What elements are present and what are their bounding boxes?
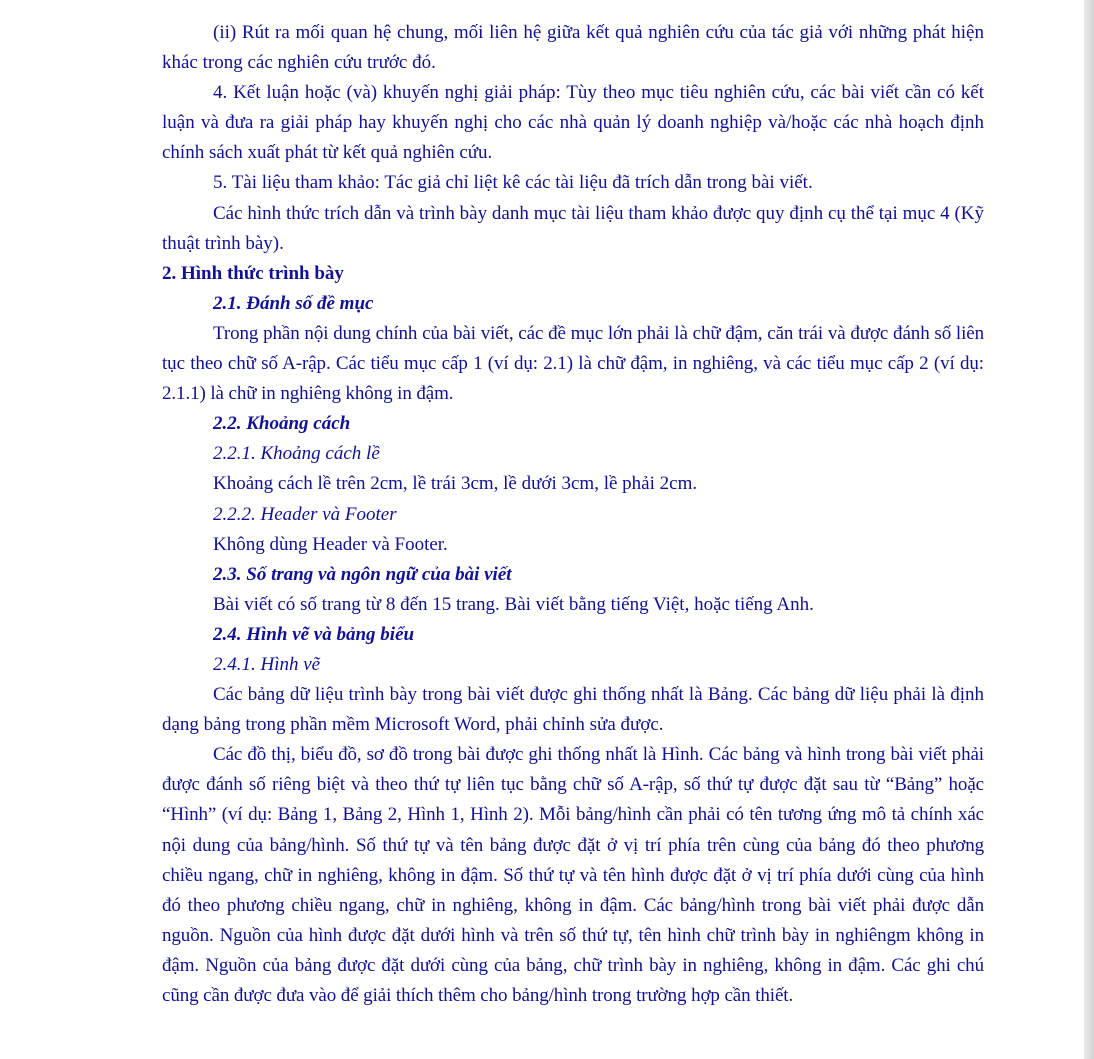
subsubsection-heading-margins: 2.2.1. Khoảng cách lề bbox=[213, 443, 380, 465]
subsection-heading-spacing: 2.2. Khoảng cách bbox=[213, 413, 351, 435]
page-edge-shadow bbox=[1084, 0, 1094, 1059]
paragraph-numbering: Trong phần nội dung chính của bài viết, các đề mục lớn phải là chữ đậm, căn trái và được đánh số liên tục theo chữ số A-rập. Các tiểu mục cấp 1 (ví dụ: 2.1) là chữ đậm, in nghiêng, và các tiểu mục cấp 2 (ví dụ: 2.1.1) là chữ in nghiêng không in đậm. bbox=[162, 322, 984, 405]
subsubsection-heading-figures: 2.4.1. Hình vẽ bbox=[213, 653, 321, 675]
paragraph-header-footer: Không dùng Header và Footer. bbox=[213, 533, 448, 555]
subsubsection-heading-header-footer: 2.2.2. Header và Footer bbox=[213, 503, 397, 525]
paragraph-citation-format: Các hình thức trích dẫn và trình bày danh mục tài liệu tham khảo được quy định cụ thể tại mục 4 (Kỹ thuật trình bày). bbox=[162, 202, 984, 254]
paragraph-pages-language: Bài viết có số trang từ 8 đến 15 trang. Bài viết bằng tiếng Việt, hoặc tiếng Anh. bbox=[213, 593, 814, 615]
paragraph-margins: Khoảng cách lề trên 2cm, lề trái 3cm, lề dưới 3cm, lề phải 2cm. bbox=[213, 473, 698, 495]
document-body bbox=[162, 18, 984, 1011]
subsection-heading-numbering: 2.1. Đánh số đề mục bbox=[213, 292, 374, 314]
paragraph-tables: Các bảng dữ liệu trình bày trong bài viết được ghi thống nhất là Bảng. Các bảng dữ liệu phải là định dạng bảng trong phần mềm Microsoft Word, phải chỉnh sửa được. bbox=[162, 684, 984, 736]
section-heading-presentation: 2. Hình thức trình bày bbox=[162, 262, 344, 284]
subsection-heading-pages-language: 2.3. Số trang và ngôn ngữ của bài viết bbox=[213, 563, 512, 585]
paragraph-conclusion: 4. Kết luận hoặc (và) khuyến nghị giải pháp: Tùy theo mục tiêu nghiên cứu, các bài viết cần có kết luận và đưa ra giải pháp hay khuyến nghị cho các nhà quản lý doanh nghiệp và/hoặc các nhà hoạch định chính sách xuất phát từ kết quả nghiên cứu. bbox=[162, 82, 984, 164]
paragraph-references: 5. Tài liệu tham khảo: Tác giả chỉ liệt kê các tài liệu đã trích dẫn trong bài viết. bbox=[213, 172, 813, 194]
paragraph-figures: Các đồ thị, biểu đồ, sơ đồ trong bài được ghi thống nhất là Hình. Các bảng và hình trong bài viết phải được đánh số riêng biệt và theo thứ tự liên tục bằng chữ số A-rập, số thứ tự được đặt sau từ “Bảng” hoặc “Hình” (ví dụ: Bảng 1, Bảng 2, Hình 1, Hình 2). Mỗi bảng/hình cần phải có tên tương ứng mô tả chính xác nội dung của bảng/hình. Số thứ tự và tên bảng được đặt ở vị trí phía trên cùng của bảng đó theo phương chiều ngang, chữ in nghiêng, không in đậm. Số thứ tự và tên hình được đặt ở vị trí phía dưới cùng của hình đó theo phương chiều ngang, chữ in nghiêng, không in đậm. Các bảng/hình trong bài viết phải được dẫn nguồn. Nguồn của hình được đặt dưới hình và trên số thứ tự, tên hình chữ trình bày in nghiêngm không in đậm. Nguồn của bảng được đặt dưới cùng của bảng, chữ trình bày in nghiêng, không in đậm. Các ghi chú cũng cần được đưa vào để giải thích thêm cho bảng/hình trong trường hợp cần thiết. bbox=[162, 744, 984, 1006]
paragraph-findings-relation: (ii) Rút ra mối quan hệ chung, mối liên hệ giữa kết quả nghiên cứu của tác giả với những phát hiện khác trong các nghiên cứu trước đó. bbox=[162, 22, 984, 74]
subsection-heading-figures-tables: 2.4. Hình vẽ và bảng biểu bbox=[213, 623, 415, 645]
